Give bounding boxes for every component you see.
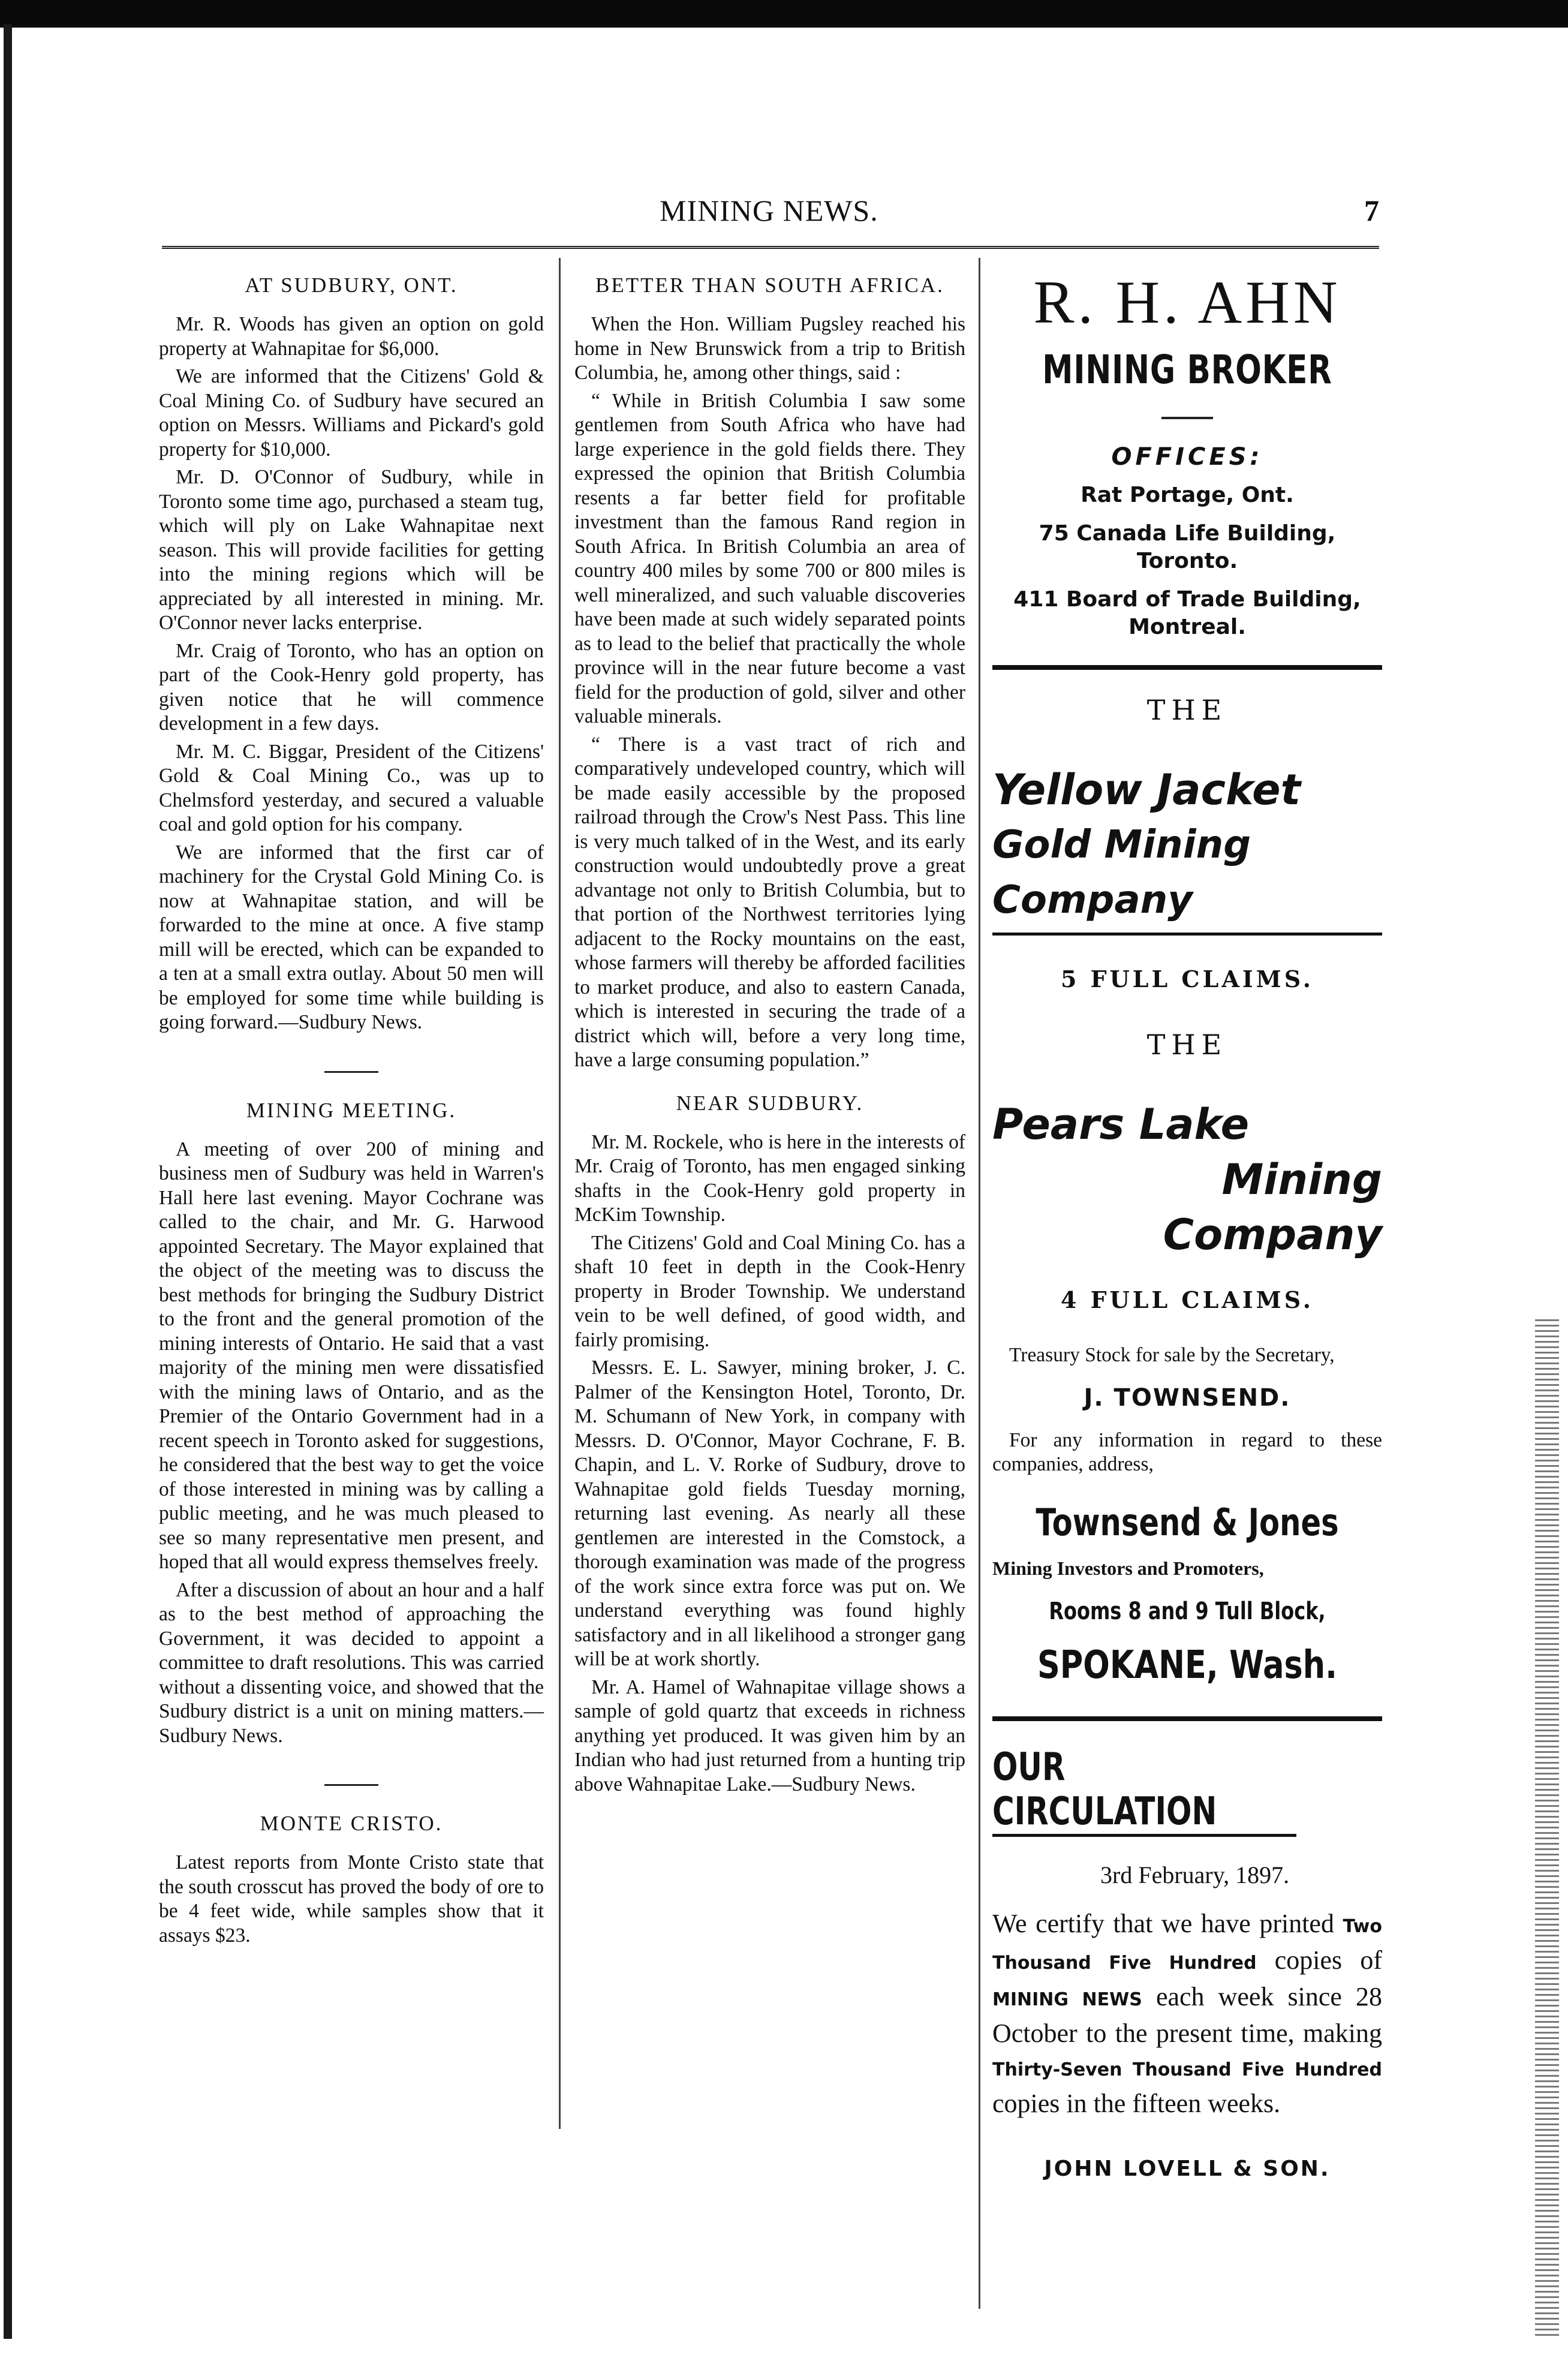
firm-address: Rooms 8 and 9 Tull Block, [1049, 1598, 1326, 1625]
headline-at-sudbury: AT SUDBURY, ONT. [245, 273, 458, 297]
firm-subtitle: Mining Investors and Promoters, [992, 1557, 1264, 1579]
circulation-text: each week since 28 October to the present time, making [992, 1982, 1383, 2048]
page-title: MINING NEWS. [660, 194, 878, 227]
office-address: 75 Canada Life Building, Toronto. [1039, 521, 1336, 573]
office-address: Rat Portage, Ont. [1081, 483, 1294, 507]
circulation-statement [992, 1907, 1382, 2121]
column-rule-2 [979, 258, 980, 2309]
article-paragraph: After a discussion of about an hour and a half as to the best method of approaching the Government, it was decided to appoint a committee to draft resolutions. This was carried without a dissenting voice, and showed that the Sudbury district is a unit on mining matters.—Sudbury News. [159, 1578, 544, 1747]
page-header [168, 193, 1379, 235]
circulation-text: copies of [1274, 1945, 1383, 1975]
headline-better-than-south-africa: BETTER THAN SOUTH AFRICA. [595, 273, 944, 297]
article-paragraph: “ There is a vast tract of rich and comparatively undeveloped country, which will be made easily accessible by the proposed railroad through the Crow's Nest Pass. This line is very much talked of in the West, and its early construction would undoubtedly prove a great advantage not only to British Columbia, but to that portion of the Northwest territories lying adjacent to the Rocky mountains on the east, whose farmers will thereby be afforded facilities to market produce, and also to eastern Canada, which is interested in securing the trade of a district which will, before a very long time, have a large consuming population.” [574, 733, 965, 1071]
claims-count: 4 FULL CLAIMS. [1060, 1286, 1314, 1313]
header-rule [162, 246, 1379, 249]
advertiser-name: R. H. AHN [1033, 269, 1341, 336]
article-paragraph: We are informed that the first car of machinery for the Crystal Gold Mining Co. is now at Wahnapitae station, and will be forwarded to the mine at once. A five stamp mill will be erected, which can be expanded to a ten at a small extra outlay. About 50 men will be employed for some time while building is going forward.—Sudbury News. [159, 841, 544, 1033]
article-paragraph: Mr. M. C. Biggar, President of the Citizens' Gold & Coal Mining Co., was up to Chelmsford yesterday, and secured a valuable coal and gold option for his company. [159, 740, 544, 835]
circulation-figure: Two Thousand Five Hundred [992, 1916, 1382, 1974]
circulation-text: copies in the fifteen weeks. [992, 2089, 1281, 2118]
ad-text: Treasury Stock for sale by the Secretary, [1009, 1344, 1335, 1366]
page-number: 7 [1364, 194, 1379, 227]
headline-mining-meeting: MINING MEETING. [246, 1098, 457, 1122]
article-paragraph: A meeting of over 200 of mining and business men of Sudbury was held in Warren's Hall here last evening. Mayor Cochrane was called to the chair, and Mr. G. Harwood appointed Secretary. The Mayor explained that the object of the meeting was to discuss the best methods for bringing the Sudbury District to the front and the general promotion of the mining interests of Ontario. He said that a vast majority of the mining men were dissatisfied with the mining laws of Ontario, and as the Premier of the Ontario Government had in a recent speech in Toronto asked for suggestions, he considered that the best way to get the voice of those interested in mining was by calling a public meeting, and he was much pleased to see so many representative men present, and hoped that all would express themselves freely. [159, 1138, 544, 1573]
the-label: THE [1146, 1028, 1228, 1061]
office-address: 411 Board of Trade Building, Montreal. [1013, 587, 1361, 639]
company-name-line2: Mining Company [1163, 1155, 1382, 1259]
secretary-name: J. TOWNSEND. [1084, 1384, 1291, 1412]
article-paragraph: We are informed that the Citizens' Gold & Coal Mining Co. of Sudbury have secured an option on Messrs. Williams and Pickard's gold property for $10,000. [159, 365, 544, 461]
circulation-date: 3rd February, 1897. [1100, 1861, 1290, 1888]
article-paragraph: “ While in British Columbia I saw some gentlemen from South Africa who have had large experience in the gold fields there. They expressed the opinion that British Columbia resents a far better field for profitable investment than the famous Rand region in South Africa. In British Columbia an area of country 400 miles by some 700 or 800 miles is well mineralized, and such valuable discoveries have been made at such widely separated points as to lead to the belief that practically the whole province will in the near future become a vast field for the production of gold, silver and other valuable minerals. [574, 389, 965, 727]
scan-right-edge-noise [1535, 1319, 1559, 2339]
article-paragraph: When the Hon. William Pugsley reached his home in New Brunswick from a trip to British Columbia, he, among other things, said : [574, 313, 965, 384]
company-name-line1: Yellow Jacket [992, 765, 1301, 814]
column-2 [574, 273, 965, 1800]
column-1 [159, 273, 544, 1951]
column-rule-1 [559, 258, 561, 2129]
firm-city: SPOKANE, Wash. [1037, 1643, 1338, 1688]
circulation-paper-name: MINING NEWS [992, 1989, 1142, 2010]
scan-left-border [4, 24, 12, 2339]
headline-near-sudbury: NEAR SUDBURY. [676, 1091, 864, 1115]
advertiser-title: MINING BROKER [1042, 347, 1332, 393]
article-paragraph: The Citizens' Gold and Coal Mining Co. has a shaft 10 feet in depth in the Cook-Henry property in Broder Township. We understand vein to be well defined, of good width, and fairly promising. [574, 1231, 965, 1351]
heavy-rule [992, 1716, 1382, 1721]
article-paragraph: Mr. R. Woods has given an option on gold property at Wahnapitae for $6,000. [159, 313, 544, 360]
section-divider [324, 1784, 378, 1786]
the-label: THE [1146, 694, 1228, 726]
claims-count: 5 FULL CLAIMS. [1060, 966, 1314, 992]
circulation-total: Thirty-Seven Thousand Five Hundred [992, 2059, 1382, 2080]
section-divider [324, 1071, 378, 1073]
article-paragraph: Mr. M. Rockele, who is here in the interests of Mr. Craig of Toronto, has men engaged sinking shafts in the Cook-Henry gold property in McKim Township. [574, 1130, 965, 1226]
ad-text: For any information in regard to these companies, address, [992, 1429, 1382, 1475]
offices-label: OFFICES: [1111, 443, 1263, 471]
headline-monte-cristo: MONTE CRISTO. [260, 1812, 443, 1835]
signature: JOHN LOVELL & SON. [1044, 2157, 1331, 2181]
article-paragraph: Latest reports from Monte Cristo state that the south crosscut has proved the body of ore to be 4 feet wide, while samples show that it assays $23. [159, 1851, 544, 1947]
circulation-title: OUR CIRCULATION [992, 1745, 1296, 1837]
circulation-text: We certify that we have printed [992, 1909, 1334, 1938]
article-paragraph: Messrs. E. L. Sawyer, mining broker, J. C. Palmer of the Kensington Hotel, Toronto, Dr. M. Schumann of New York, in company with Messrs. D. O'Connor, Mayor Cochrane, F. B. Chapin, and L. V. Rorke of Sudbury, drove to Wahnapitae gold fields Tuesday morning, returning last evening. As nearly all these gentlemen are interested in the Comstock, a thorough examination was made of the progress of the work since extra force was put on. We understand everything was found highly satisfactory and in all likelihood a stronger gang will be at work shortly. [574, 1357, 965, 1670]
article-paragraph: Mr. D. O'Connor of Sudbury, while in Toronto some time ago, purchased a steam tug, which will ply on Lake Wahnapitae next season. This will provide facilities for getting into the mining regions which will be appreciated by all interested in mining. Mr. O'Connor never lacks enterprise. [159, 466, 544, 634]
scan-top-border [0, 0, 1568, 28]
circulation-block [992, 1745, 1382, 2181]
company-name-line1: Pears Lake [992, 1100, 1250, 1149]
article-paragraph: Mr. A. Hamel of Wahnapitae village shows a sample of gold quartz that exceeds in richness anything yet produced. It was given him by an Indian who had just returned from a hunting trip above Wahnapitae Lake.—Sudbury News. [574, 1676, 965, 1795]
company-name-line2: Gold Mining Company [992, 817, 1382, 936]
firm-name: Townsend & Jones [1036, 1500, 1339, 1544]
heavy-rule [992, 665, 1382, 670]
article-paragraph: Mr. Craig of Toronto, who has an option on part of the Cook-Henry gold property, has given notice that he will commence development in a few days. [159, 639, 544, 735]
advertisement-column [992, 264, 1382, 2181]
divider [1161, 417, 1213, 419]
